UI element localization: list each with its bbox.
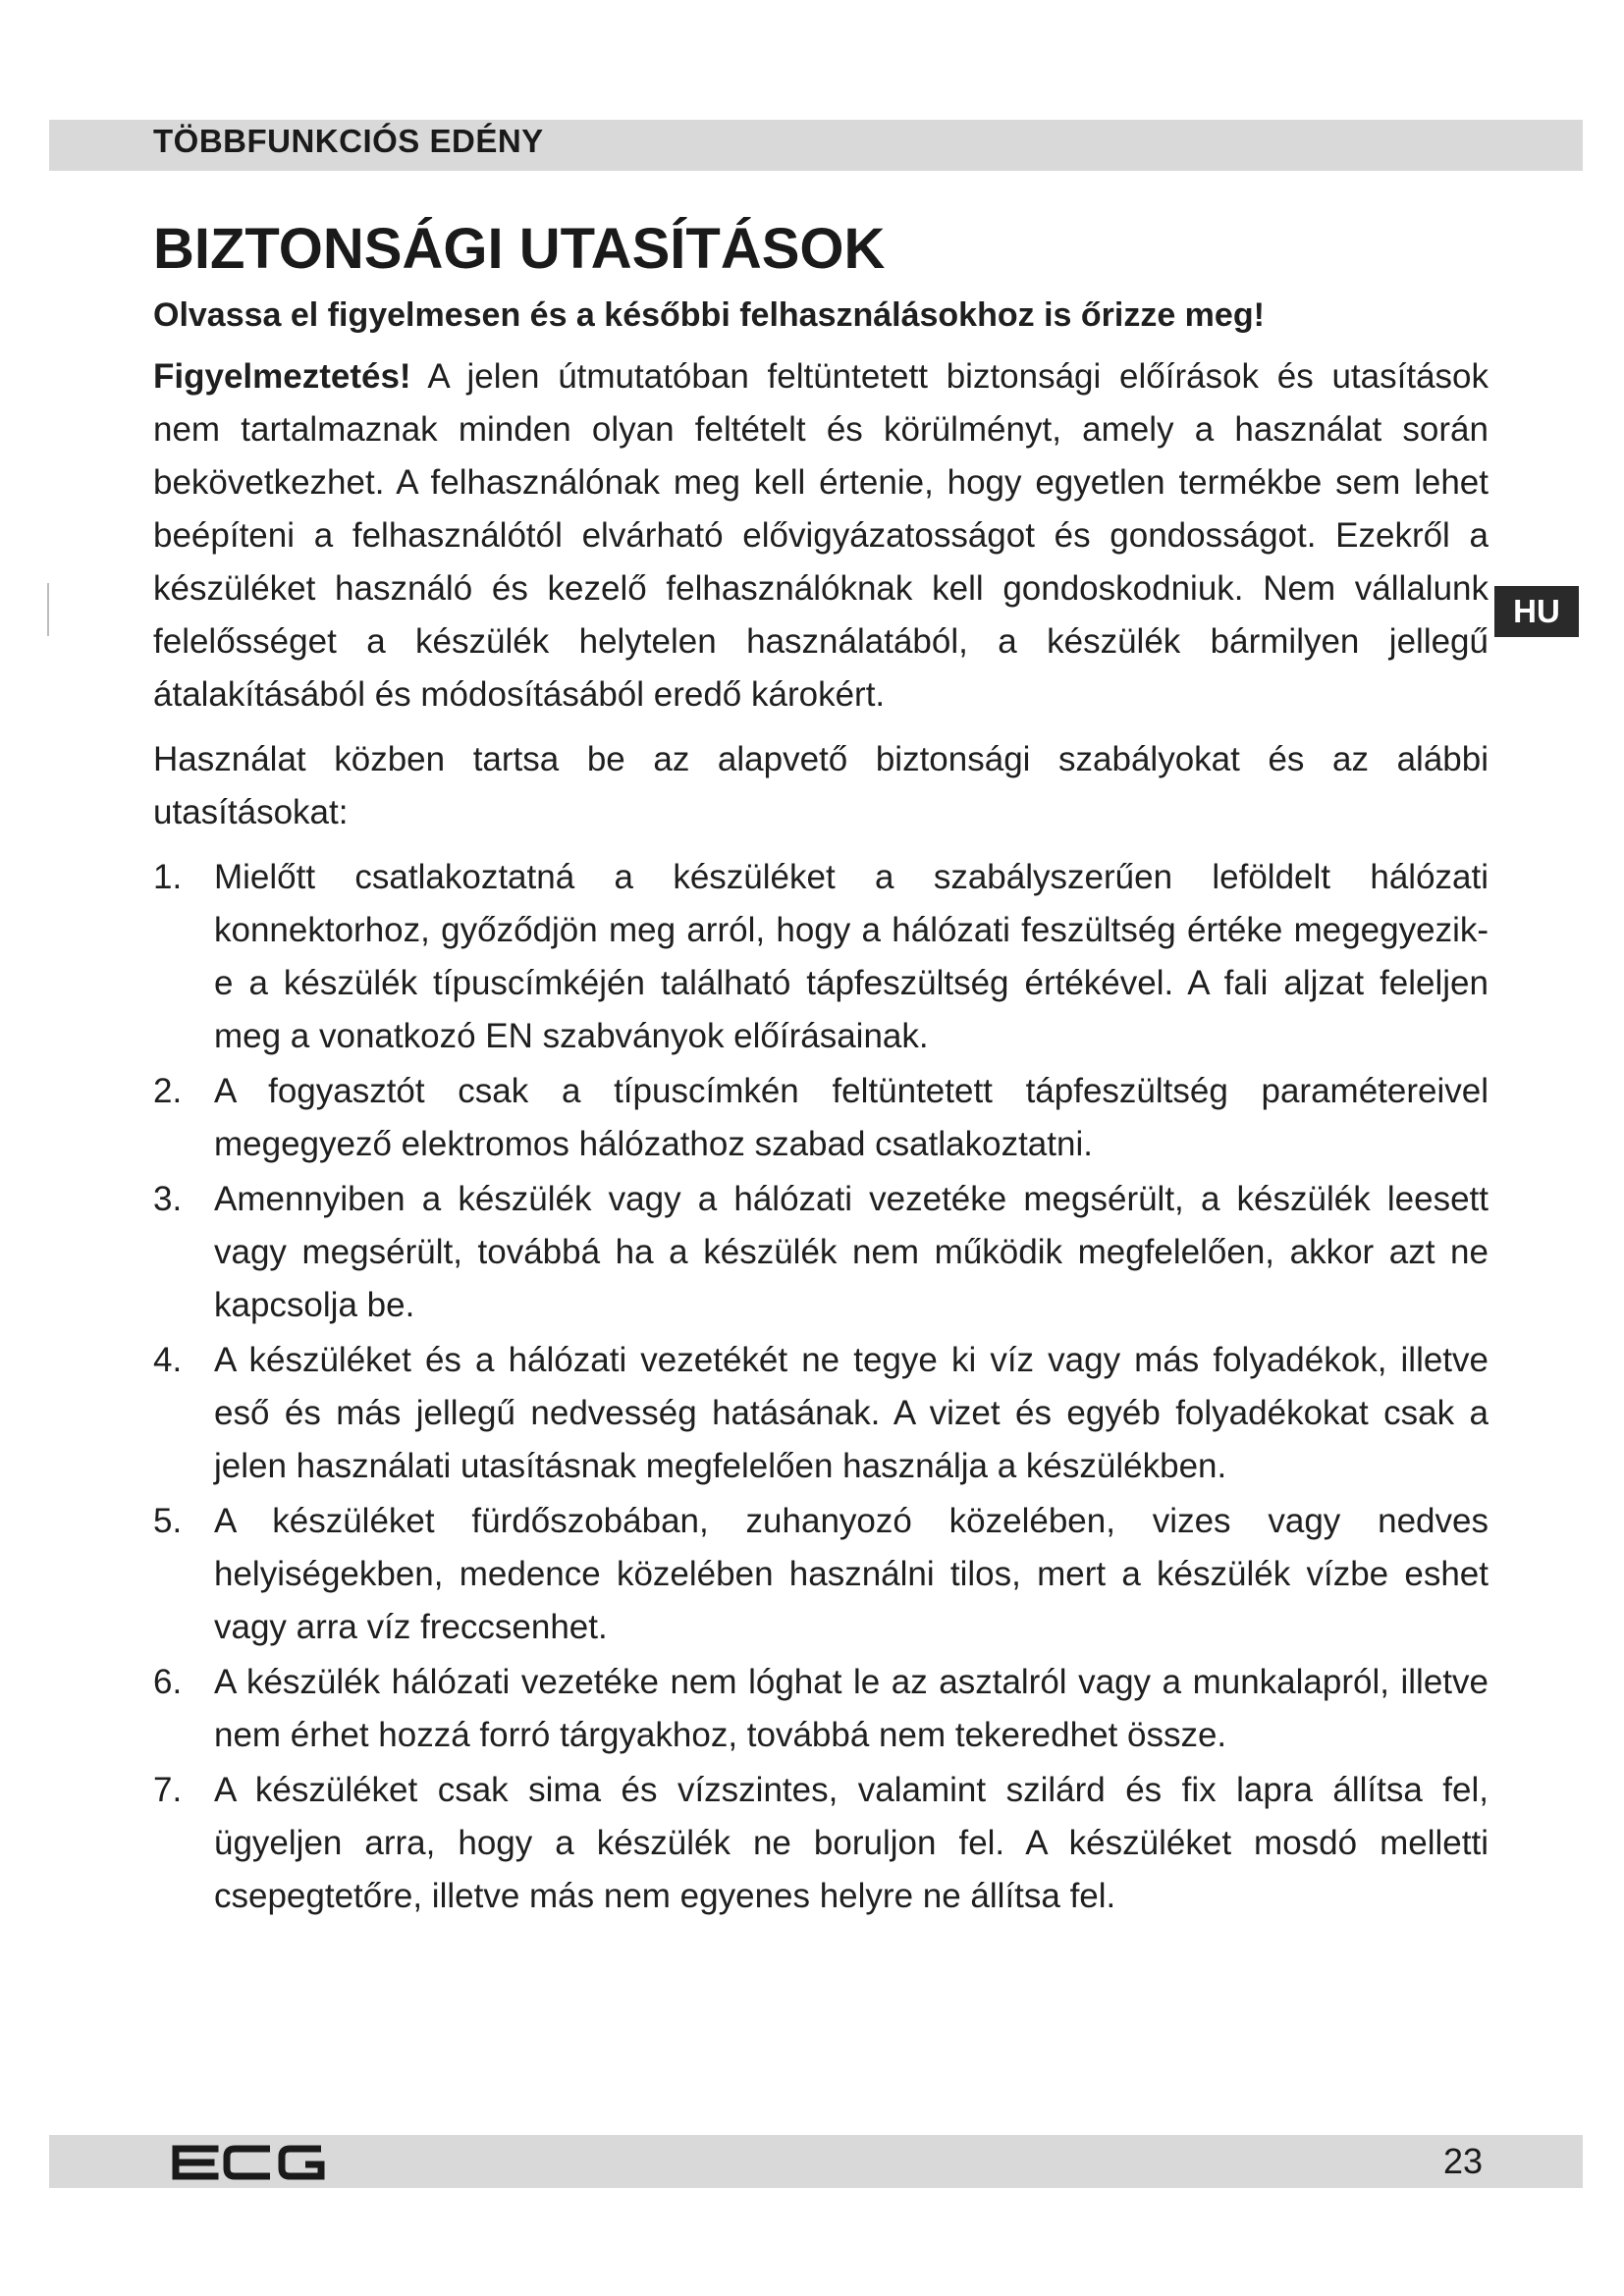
list-item (153, 1495, 1489, 1654)
section-title: TÖBBFUNKCIÓS EDÉNY (153, 123, 544, 159)
list-item-text: A készülék hálózati vezetéke nem lóghat le az asztalról vagy a munkalapról, illetve nem érhet hozzá forró tárgyakhoz, továbbá nem tekeredhet össze. (214, 1663, 1489, 1754)
list-item-number: 3. (153, 1180, 183, 1218)
list-item-text: A készüléket csak sima és vízszintes, valamint szilárd és fix lapra állítsa fel, ügyeljen arra, hogy a készülék ne boruljon fel. A készüléket mosdó melletti csepegtetőre, illetve más nem egyenes helyre ne állítsa fel. (214, 1771, 1489, 1915)
margin-mark (47, 583, 49, 636)
list-item-text: A készüléket fürdőszobában, zuhanyozó közelében, vizes vagy nedves helyiségekben, medence közelében használni tilos, mert a készülék vízbe eshet vagy arra víz freccsenhet. (214, 1502, 1489, 1646)
page-title: BIZTONSÁGI UTASÍTÁSOK (153, 217, 886, 281)
list-item (153, 1764, 1489, 1923)
warning-lead: Figyelmeztetés! (153, 357, 411, 396)
list-item-text: A fogyasztót csak a típuscímkén feltüntetett tápfeszültség paramétereivel megegyező elektromos hálózathoz szabad csatlakoztatni. (214, 1072, 1489, 1163)
list-item-text: Mielőtt csatlakoztatná a készüléket a szabályszerűen leföldelt hálózati konnektorhoz, győződjön meg arról, hogy a hálózati feszültség értéke megegyezik-e a készülék típuscímkéjén található tápfeszültség értékével. A fali aljzat feleljen meg a vonatkozó EN szabványok előírásainak. (214, 858, 1489, 1055)
list-item (153, 851, 1489, 1063)
safety-rules-list (153, 851, 1489, 1923)
list-item (153, 1173, 1489, 1332)
subtitle: Olvassa el figyelmesen és a későbbi felhasználásokhoz is őrizze meg! (153, 296, 1265, 334)
page-number: 23 (1442, 2141, 1483, 2181)
list-item-number: 6. (153, 1663, 183, 1701)
list-item-text: A készüléket és a hálózati vezetékét ne tegye ki víz vagy más folyadékok, illetve eső és más jellegű nedvesség hatásának. A vizet és egyéb folyadékokat csak a jelen használati utasításnak megfelelően használja a készülékben. (214, 1341, 1489, 1485)
list-item-number: 4. (153, 1341, 183, 1379)
warning-text: A jelen útmutatóban feltüntetett biztonsági előírások és utasítások nem tartalmaznak minden olyan feltételt és körülményt, amely a használat során bekövetkezhet. A felhasználónak meg kell értenie, hogy egyetlen termékbe sem lehet beépíteni a felhasználótól elvárható elővigyázatosságot és gondosságot. Ezekről a készüléket használó és kezelő felhasználóknak kell gondoskodniuk. Nem vállalunk felelősséget a készülék helytelen használatából, a készülék bármilyen jellegű átalakításából és módosításából eredő károkért. (153, 357, 1489, 714)
list-item-number: 7. (153, 1771, 183, 1809)
list-item-text: Amennyiben a készülék vagy a hálózati vezetéke megsérült, a készülék leesett vagy megsérült, továbbá ha a készülék nem működik megfelelően, akkor azt ne kapcsolja be. (214, 1180, 1489, 1324)
list-item-number: 2. (153, 1072, 183, 1110)
list-item-number: 1. (153, 858, 183, 896)
language-tab: HU (1494, 586, 1579, 637)
intro-paragraph: Használat közben tartsa be az alapvető biztonsági szabályokat és az alábbi utasításokat: (153, 740, 1489, 831)
list-item-number: 5. (153, 1502, 183, 1540)
warning-paragraph (153, 350, 1489, 721)
main-content (153, 211, 1489, 1925)
ecg-logo (172, 2145, 329, 2180)
list-item (153, 1065, 1489, 1171)
list-item (153, 1334, 1489, 1493)
list-item (153, 1656, 1489, 1762)
